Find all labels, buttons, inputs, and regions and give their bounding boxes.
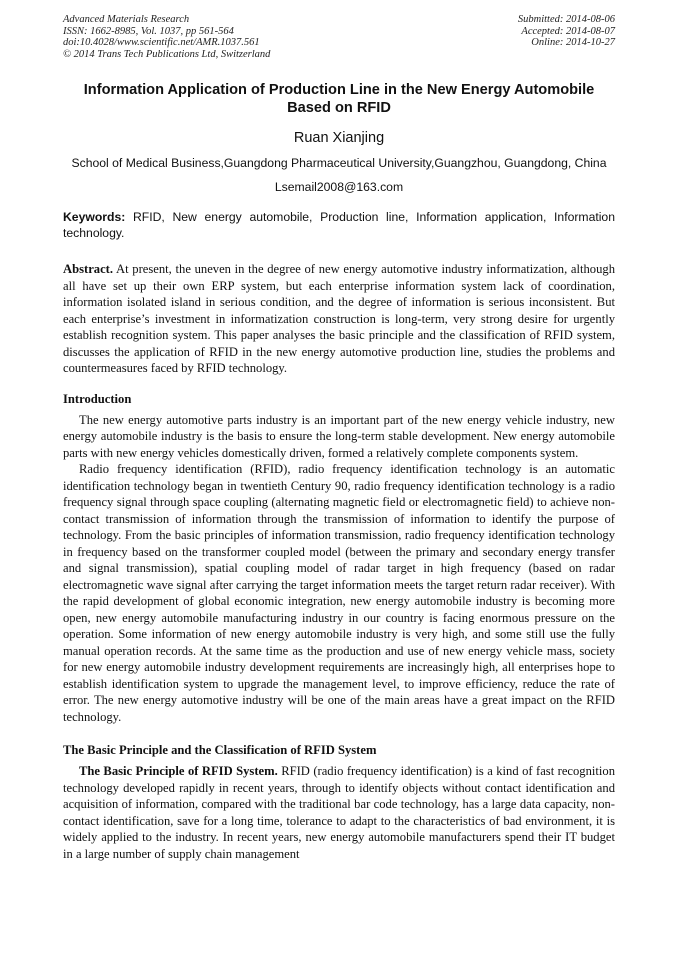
intro-paragraph-1: The new energy automotive parts industry is an important part of the new energy vehicle industry, new energy automobile industry is the basis to ensure the long-term stable development. New energy automobile parts with new energy vehicles domestically driven, formed a relatively complete components system. bbox=[63, 412, 615, 460]
keywords-text: RFID, New energy automobile, Production line, Information application, Information technology. bbox=[63, 210, 615, 240]
abstract-text: At present, the uneven in the degree of new energy automotive industry informatization, although all have set up their own ERP system, but each enterprise information system lack of coordination, information isolated island in serious condition, and the degree of information is serious inconsistent. But each enterprise’s investment in informatization construction is long-term, very strong desire for urgently establish recognition system. This paper analyses the basic principle and the classification of RFID system, discusses the application of RFID in the new energy automotive production line, studies the problems and countermeasures faced by RFID technology. bbox=[63, 262, 615, 376]
publication-header bbox=[63, 14, 615, 60]
keywords bbox=[63, 210, 615, 241]
doi-line: doi:10.4028/www.scientific.net/AMR.1037.561 bbox=[63, 37, 260, 49]
copyright-line: © 2014 Trans Tech Publications Ltd, Switzerland bbox=[63, 48, 271, 60]
paper-title: Information Application of Production Line in the New Energy Automobile Based on RFID bbox=[83, 82, 595, 117]
author-email: Lsemail2008@163.com bbox=[274, 180, 404, 195]
publication-info bbox=[63, 14, 270, 60]
online-date: Online: 2014-10-27 bbox=[531, 37, 615, 49]
section-heading-introduction: Introduction bbox=[63, 391, 132, 406]
intro-paragraph-2: Radio frequency identification (RFID), radio frequency identification technology is an automatic identification technology began in twentieth Century 90, radio frequency identification technology is a radio frequency signal through space coupling (alternating magnetic field or electromagnetic field) to achieve non-contact transmission of information through the transmission of information to identify the purpose of technology. From the basic principles of information transmission, radio frequency identification technology in frequency based on the transformer coupled model (between the primary and secondary energy transfer and signal transmission), spatial coupling model of radar target in high frequency (based on radar electromagnetic wave signal after carrying the target information meets the target return radar receiver). With the rapid development of global economic integration, new energy automobile industry is becoming more open, new energy automobile manufacturing industry in our country is facing enormous pressure on the operation. Some information of new energy automobile industry is very high, and some still use the fully manual operation records. At the same time as the production and use of new energy vehicle mass, society for new energy automobile industry development requirements are increasingly high, all enterprises hope to establish identification system to upgrade the management level, to improve efficiency, reduce the rate of error. The new energy automotive industry will be one of the main areas have a great impact on the RFID technology. bbox=[63, 462, 615, 724]
run-in-heading: The Basic Principle of RFID System. bbox=[79, 764, 278, 779]
accepted-date: Accepted: 2014-08-07 bbox=[521, 25, 615, 37]
keywords-label: Keywords: bbox=[63, 210, 126, 225]
issn-line: ISSN: 1662-8985, Vol. 1037, pp 561-564 bbox=[63, 25, 234, 37]
journal-name: Advanced Materials Research bbox=[63, 14, 190, 25]
author-name: Ruan Xianjing bbox=[293, 130, 385, 147]
rfid-principle-paragraph bbox=[63, 763, 615, 862]
publication-dates bbox=[518, 14, 615, 60]
paper-page bbox=[63, 14, 615, 862]
section-heading-rfid-principle: The Basic Principle and the Classification of RFID System bbox=[63, 743, 377, 758]
rfid-principle-text: RFID (radio frequency identification) is a kind of fast recognition technology developed rapidly in recent years, through to identify objects without contact identification and acquisition of information, compared with the traditional bar code technology, has a large data capacity, non-contact identification, save for a long time, tolerance to adapt to the characteristics of bad environment, it is widely applied to the industry. In recent years, new energy automobile manufacturers spend their IT budget in a large number of supply chain management bbox=[63, 764, 615, 861]
abstract-label: Abstract. bbox=[63, 262, 114, 277]
author-affiliation: School of Medical Business,Guangdong Pharmaceutical University,Guangzhou, Guangdong, China bbox=[71, 156, 607, 171]
submitted-date: Submitted: 2014-08-06 bbox=[517, 14, 615, 25]
abstract bbox=[63, 261, 615, 377]
